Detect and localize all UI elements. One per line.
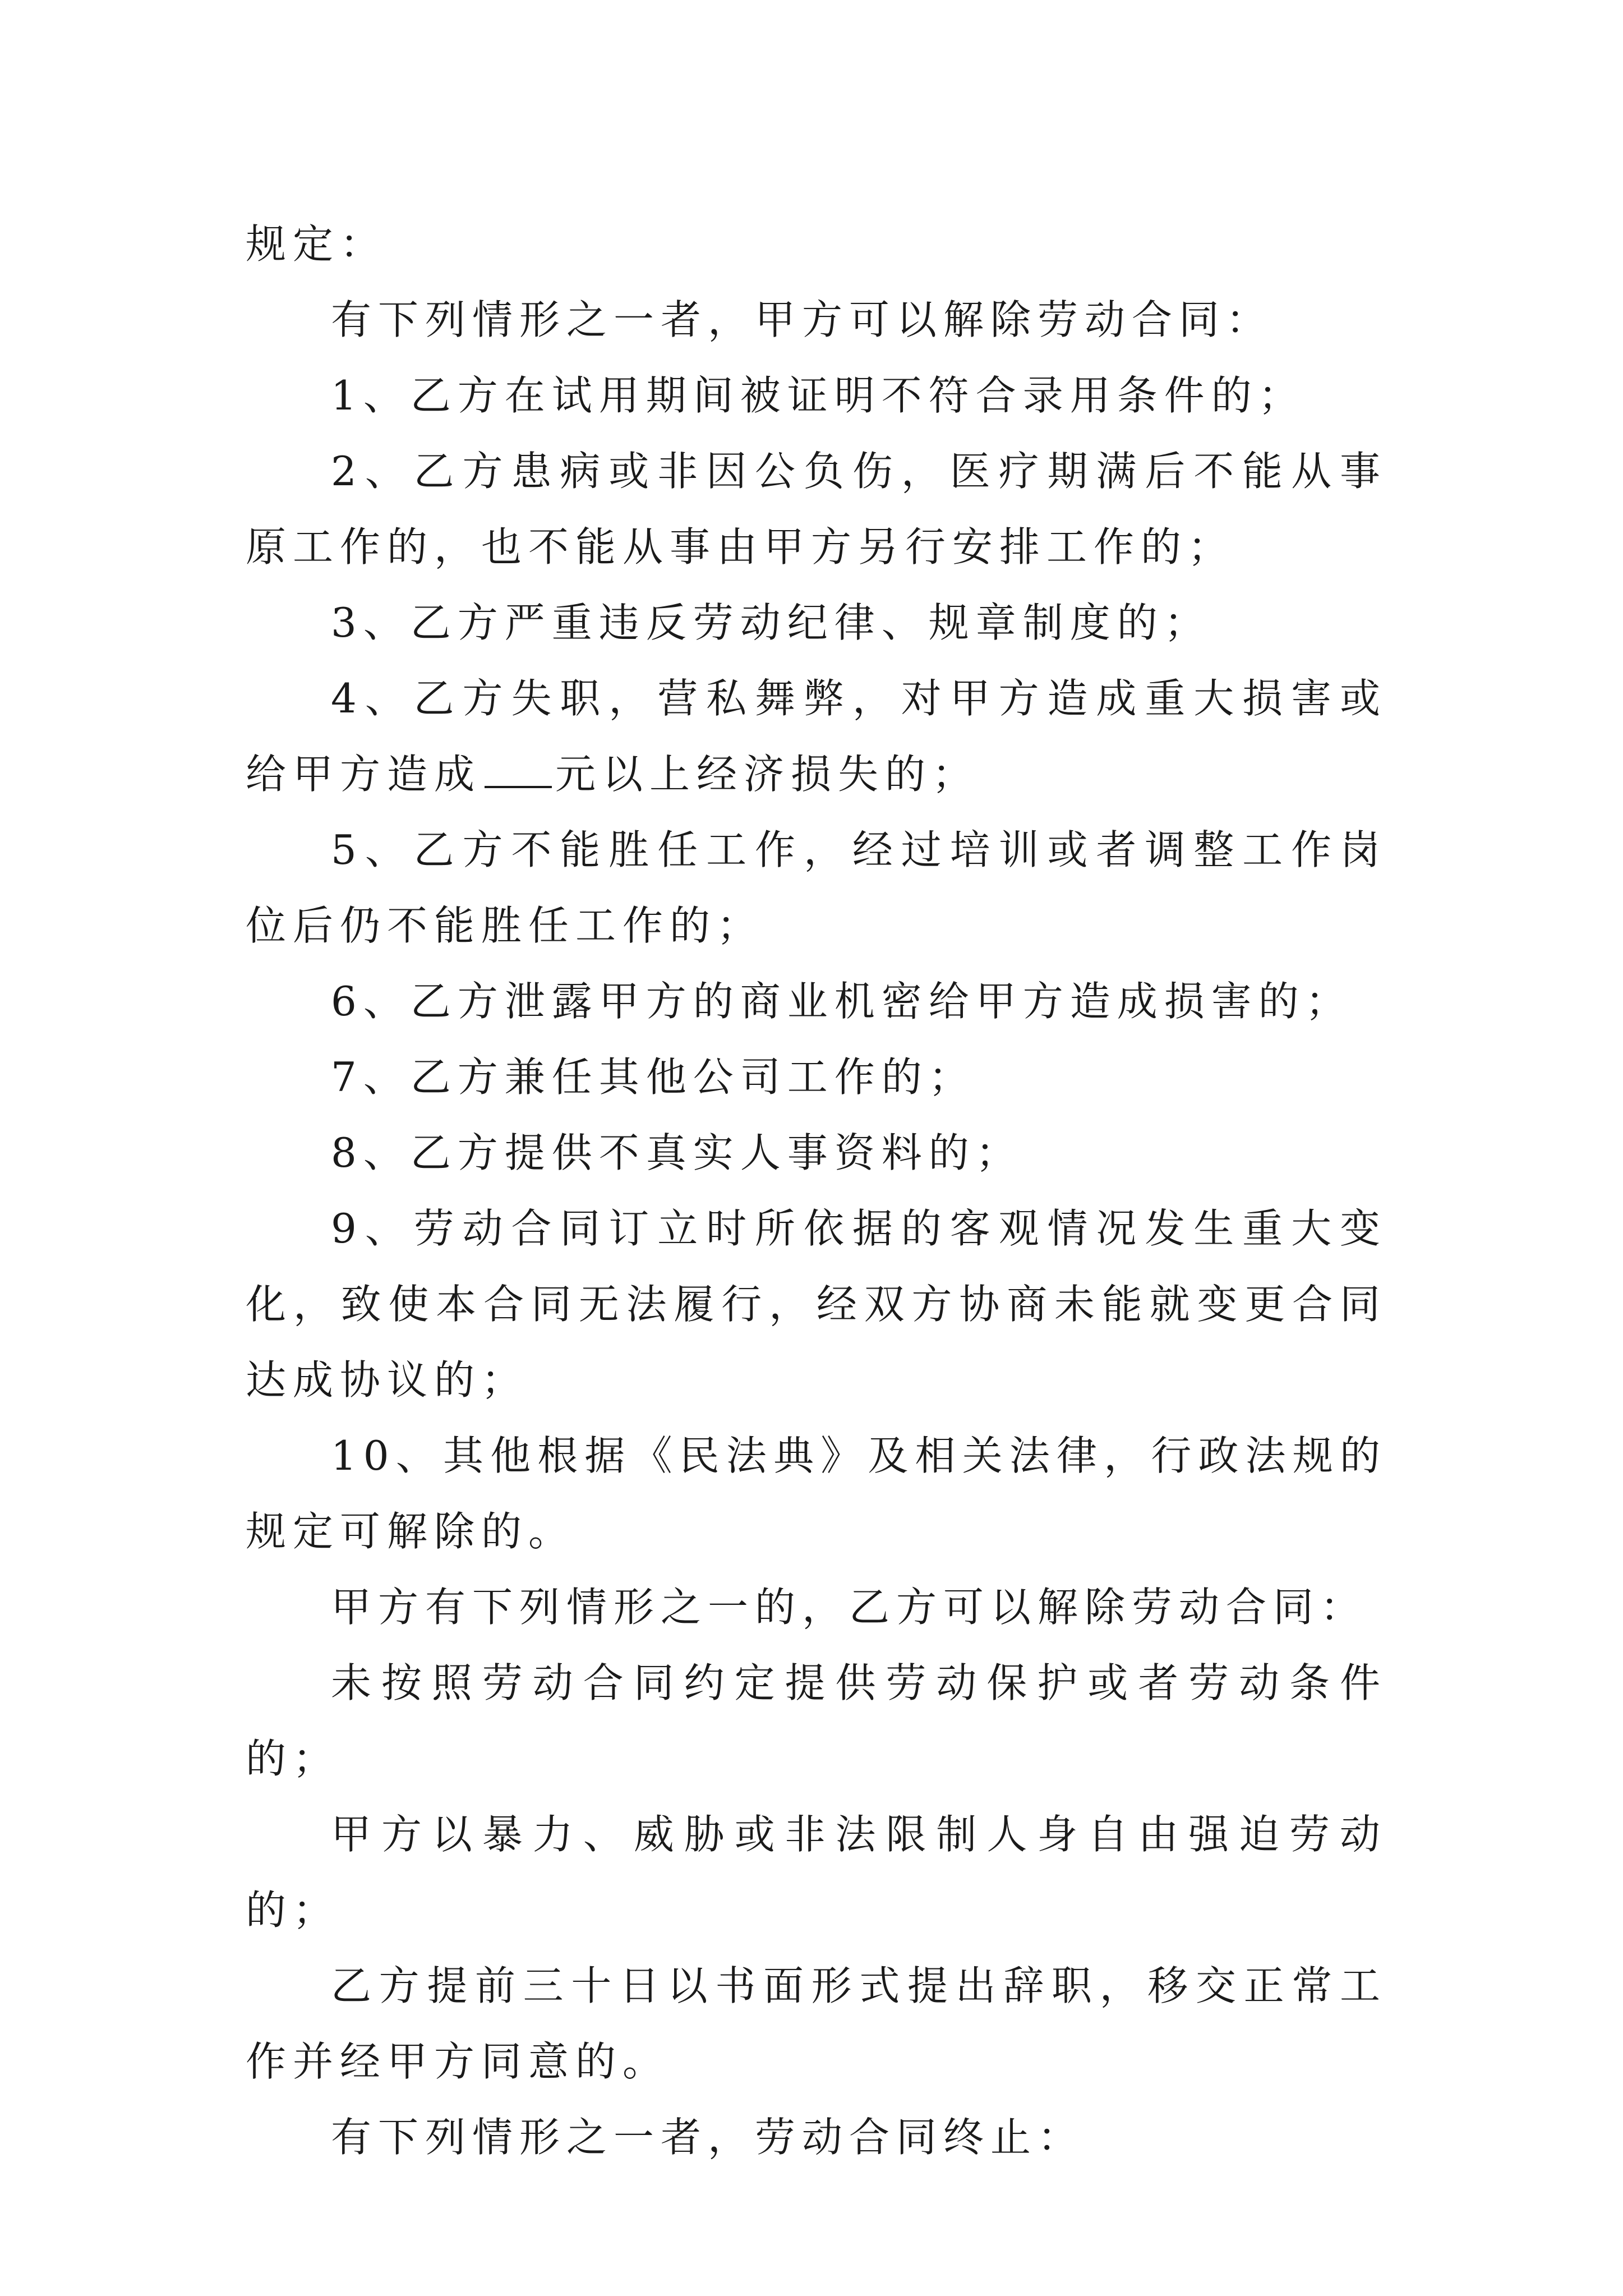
clause-item-4 [246, 661, 1387, 812]
clause-item-4-text-after: 元以上经济损失的； [555, 751, 980, 798]
clause-item-4-text-before: 4、乙方失职，营私舞弊，对甲方造成重大损害或给甲方造成 [246, 675, 1387, 798]
clause-item-10: 10、其他根据《民法典》及相关法律，行政法规的规定可解除的。 [246, 1432, 1387, 1555]
document-body [246, 206, 1387, 2175]
employee-clause-1: 未按照劳动合同约定提供劳动保护或者劳动条件的； [246, 1659, 1387, 1782]
clause-item-2: 2、乙方患病或非因公负伤，医疗期满后不能从事原工作的，也不能从事由甲方另行安排工作的； [246, 448, 1387, 570]
amount-blank [485, 746, 552, 788]
employee-clause-2: 甲方以暴力、威胁或非法限制人身自由强迫劳动的； [246, 1811, 1387, 1934]
clause-item-8: 8、乙方提供不真实人事资料的； [331, 1129, 1023, 1176]
clause-item-6: 6、乙方泄露甲方的商业机密给甲方造成损害的； [331, 978, 1353, 1025]
clause-item-7: 7、乙方兼任其他公司工作的； [331, 1053, 976, 1101]
clause-item-1: 1、乙方在试用期间被证明不符合录用条件的； [331, 372, 1306, 419]
clause-item-5: 5、乙方不能胜任工作，经过培训或者调整工作岗位后仍不能胜任工作的； [246, 826, 1387, 949]
employee-termination-intro: 甲方有下列情形之一的，乙方可以解除劳动合同： [331, 1584, 1368, 1631]
clause-item-3: 3、乙方严重违反劳动纪律、规章制度的； [331, 599, 1211, 646]
clause-item-9: 9、劳动合同订立时所依据的客观情况发生重大变化，致使本合同无法履行，经双方协商未能就变更合同达成协议的； [246, 1205, 1387, 1404]
lead-text: 规定： [246, 220, 388, 268]
employer-termination-intro: 有下列情形之一者，甲方可以解除劳动合同： [331, 296, 1274, 343]
contract-end-intro: 有下列情形之一者，劳动合同终止： [331, 2114, 1085, 2161]
employee-clause-3: 乙方提前三十日以书面形式提出辞职，移交正常工作并经甲方同意的。 [246, 1962, 1387, 2085]
